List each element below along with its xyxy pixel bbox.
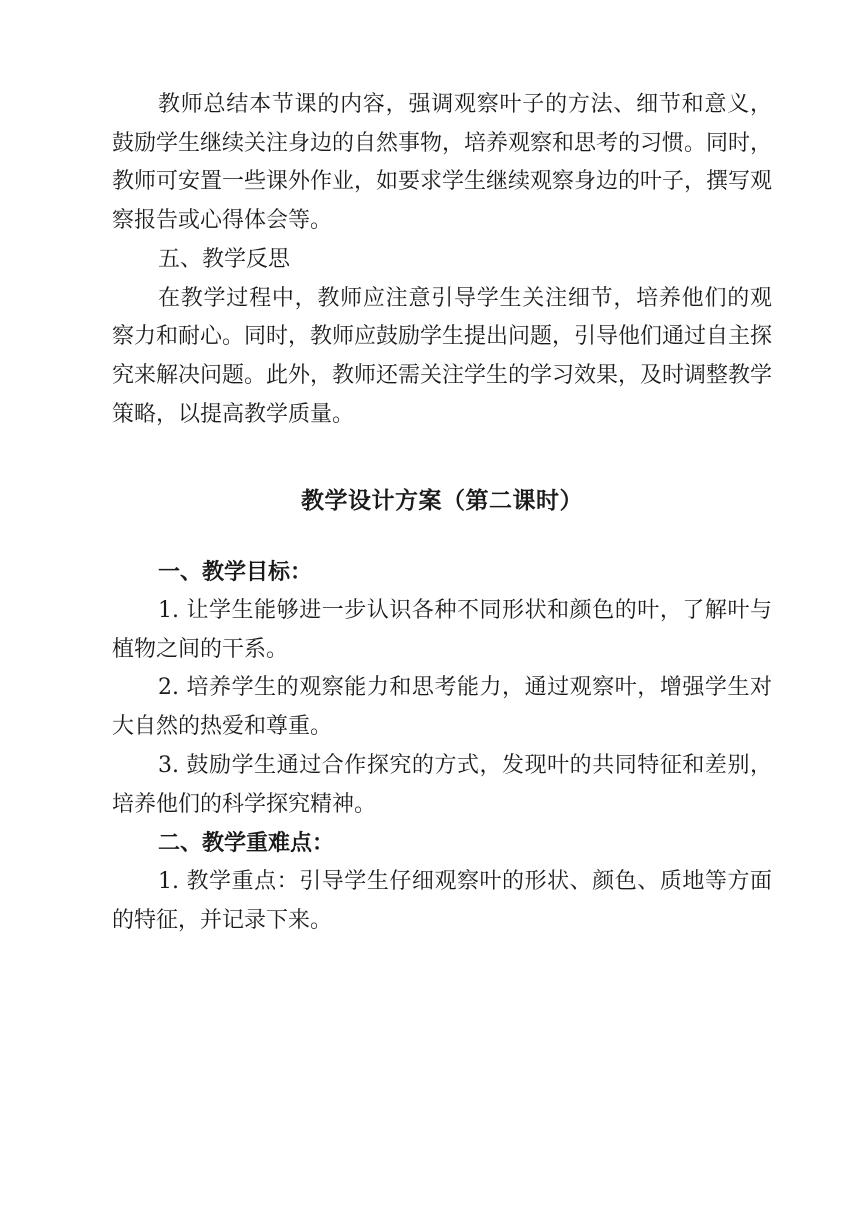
document-title: 教学设计方案（第二课时） [301, 487, 583, 515]
objective-item: 2. 培养学生的观察能力和思考能力，通过观察叶，增强学生对大自然的热爱和尊重。 [112, 675, 772, 740]
key-point-item: 1. 教学重点：引导学生仔细观察叶的形状、颜色、质地等方面的特征，并记录下来。 [112, 868, 772, 933]
key-points-heading: 二、教学重难点： [158, 830, 335, 857]
summary-paragraph: 教师总结本节课的内容，强调观察叶子的方法、细节和意义，鼓励学生继续关注身边的自然事物，培养观察和思考的习惯。同时，教师可安置一些课外作业，如要求学生继续观察身边的叶子，撰写观察报告或心得体会等。 [112, 92, 773, 234]
reflection-heading: 五、教学反思 [158, 246, 291, 272]
document-page [112, 86, 772, 940]
objective-item: 3. 鼓励学生通过合作探究的方式，发现叶的共同特征和差别，培养他们的科学探究精神。 [112, 752, 772, 817]
objective-item: 1. 让学生能够进一步认识各种不同形状和颜色的叶，了解叶与植物之间的干系。 [112, 598, 772, 662]
spacer [112, 434, 772, 481]
objectives-heading: 一、教学目标： [158, 559, 313, 586]
spacer [112, 521, 772, 553]
reflection-paragraph: 在教学过程中，教师应注意引导学生关注细节，培养他们的观察力和耐心。同时，教师应鼓励学生提出问题，引导他们通过自主探究来解决问题。此外，教师还需关注学生的学习效果，及时调整教学策略，以提高教学质量。 [112, 285, 773, 427]
